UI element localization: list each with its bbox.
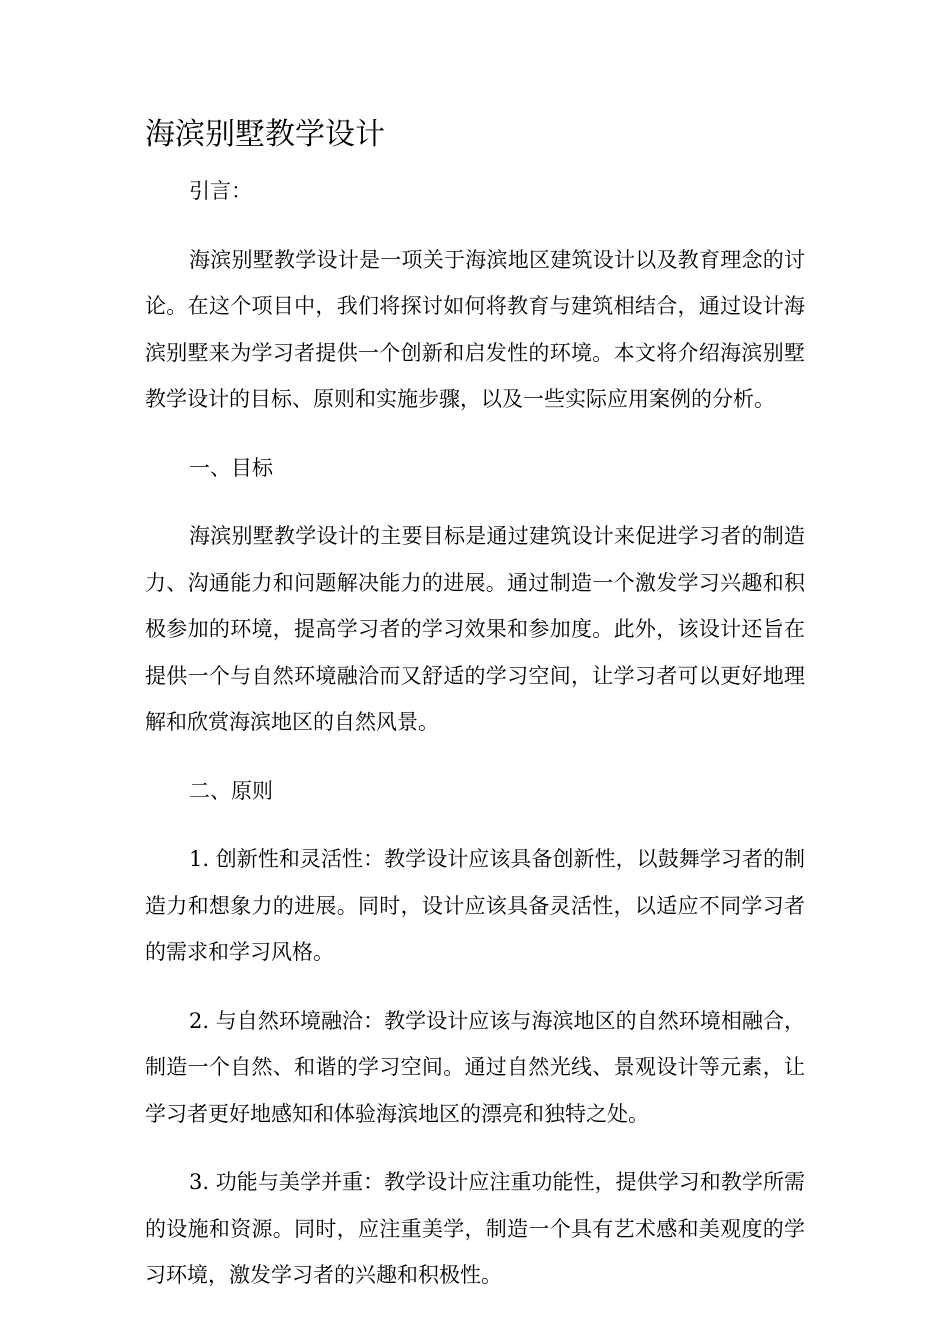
document-title: 海滨别墅教学设计: [145, 117, 385, 152]
principle-item-2: 2. 与自然环境融洽：教学设计应该与海滨地区的自然环境相融合，制造一个自然、和谐的学习空间。通过自然光线、景观设计等元素，让学习者更好地感知和体验海滨地区的漂亮和独特之处。: [145, 1008, 805, 1126]
principle-item-1: 1. 创新性和灵活性：教学设计应该具备创新性，以鼓舞学习者的制造力和想象力的进展。同时，设计应该具备灵活性，以适应不同学习者的需求和学习风格。: [145, 847, 805, 964]
intro-paragraph: 海滨别墅教学设计是一项关于海滨地区建筑设计以及教育理念的讨论。在这个项目中，我们将探讨如何将教育与建筑相结合，通过设计海滨别墅来为学习者提供一个创新和启发性的环境。本文将介绍海滨别墅教学设计的目标、原则和实施步骤，以及一些实际应用案例的分析。: [145, 247, 805, 411]
section-heading-goals: 一、目标: [189, 455, 273, 480]
goals-paragraph: 海滨别墅教学设计的主要目标是通过建筑设计来促进学习者的制造力、沟通能力和问题解决能力的进展。通过制造一个激发学习兴趣和积极参加的环境，提高学习者的学习效果和参加度。此外，该设计还旨在提供一个与自然环境融洽而又舒适的学习空间，让学习者可以更好地理解和欣赏海滨地区的自然风景。: [145, 524, 805, 734]
intro-label: 引言：: [189, 179, 252, 203]
section-heading-principles: 二、原则: [189, 778, 273, 803]
principle-item-3: 3. 功能与美学并重：教学设计应注重功能性，提供学习和教学所需的设施和资源。同时，应注重美学，制造一个具有艺术感和美观度的学习环境，激发学习者的兴趣和积极性。: [145, 1170, 805, 1287]
document-body: [145, 168, 805, 1321]
